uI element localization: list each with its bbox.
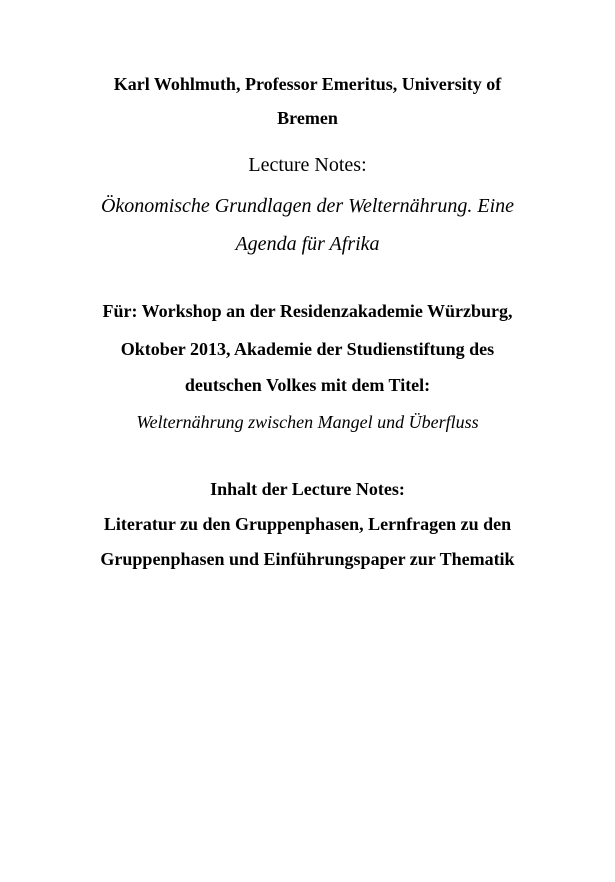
workshop-line-3: deutschen Volkes mit dem Titel: xyxy=(184,375,431,395)
title-line-2: Agenda für Afrika xyxy=(235,233,380,255)
author-line-1: Karl Wohlmuth, Professor Emeritus, University of xyxy=(113,74,502,94)
lecture-notes-heading: Lecture Notes: xyxy=(248,154,367,176)
contents-heading: Inhalt der Lecture Notes: xyxy=(210,479,405,499)
title-line-1: Ökonomische Grundlagen der Welternährung. Eine xyxy=(100,195,515,217)
workshop-line-2: Oktober 2013, Akademie der Studienstiftung des xyxy=(120,339,495,359)
contents-line-1: Literatur zu den Gruppenphasen, Lernfragen zu den xyxy=(103,514,512,534)
author-line-2: Bremen xyxy=(277,108,338,128)
workshop-subtitle: Welternährung zwischen Mangel und Überfluss xyxy=(136,412,479,432)
contents-line-2: Gruppenphasen und Einführungspaper zur Thematik xyxy=(100,549,515,569)
workshop-line-1: Für: Workshop an der Residenzakademie Würzburg, xyxy=(102,301,513,321)
